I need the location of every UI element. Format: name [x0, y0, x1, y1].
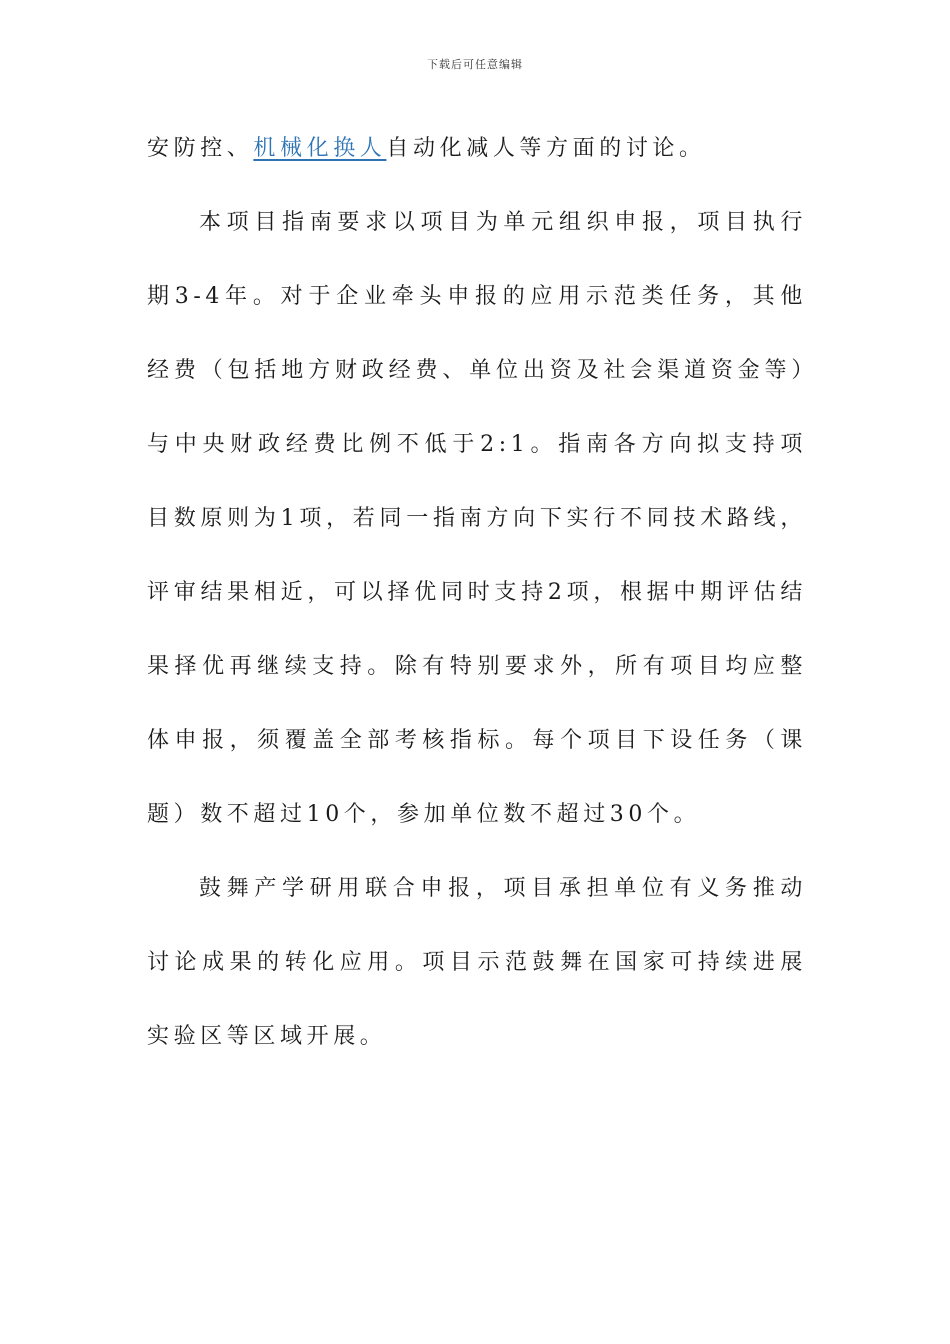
paragraph-2: 本项目指南要求以项目为单元组织申报，项目执行期3-4年。对于企业牵头申报的应用示范类任务，其他经费（包括地方财政经费、单位出资及社会渠道资金等）与中央财政经费比例不低于2:1。指南各方向拟支持项目数原则为1项，若同一指南方向下实行不同技术路线，评审结果相近，可以择优同时支持2项，根据中期评估结果择优再继续支持。除有特别要求外，所有项目均应整体申报，须覆盖全部考核指标。每个项目下设任务（课题）数不超过10个，参加单位数不超过30个。 — [147, 210, 807, 827]
link-mechanization[interactable]: 机械化换人 — [253, 136, 387, 161]
paragraph-1-text-end: 自动化减人等方面的讨论。 — [386, 136, 706, 161]
paragraph-1 — [147, 112, 807, 186]
paragraph-1-text-start: 安防控、 — [147, 136, 254, 161]
paragraph-3: 鼓舞产学研用联合申报，项目承担单位有义务推动讨论成果的转化应用。项目示范鼓舞在国家可持续进展实验区等区域开展。 — [147, 876, 807, 1049]
document-body — [147, 112, 807, 1074]
page-header: 下载后可任意编辑 — [427, 58, 523, 71]
